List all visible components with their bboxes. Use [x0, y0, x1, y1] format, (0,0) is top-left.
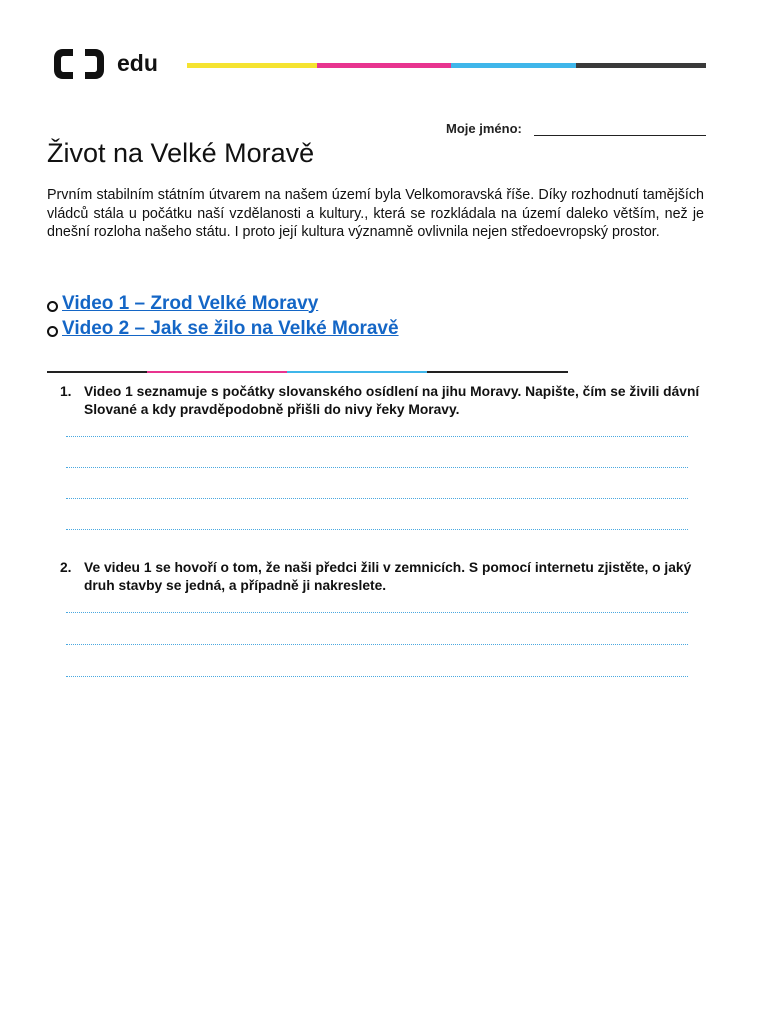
question-text: Video 1 seznamuje s počátky slovanského osídlení na jihu Moravy. Napište, čím se živili dávní Slované a kdy pravděpodobně přišli do nivy řeky Moravy. — [84, 384, 700, 417]
color-segment-cyan — [451, 63, 576, 68]
answer-line[interactable] — [66, 676, 688, 677]
color-segment-dark — [576, 63, 706, 68]
name-input-line[interactable] — [534, 123, 706, 136]
logo — [51, 46, 158, 82]
name-label: Moje jméno: — [446, 121, 522, 136]
color-segment-yellow — [187, 63, 317, 68]
divider-segment-dark-2 — [427, 371, 568, 373]
ct-bracket-logo-icon — [51, 46, 107, 82]
answer-line[interactable] — [66, 644, 688, 645]
section-divider — [47, 371, 568, 373]
video-link-row-2 — [47, 316, 399, 341]
bullet-icon — [47, 301, 58, 312]
header — [51, 46, 706, 86]
answer-line[interactable] — [66, 498, 688, 499]
question-1 — [60, 383, 700, 419]
question-number: 2. — [60, 560, 72, 575]
header-color-bar — [187, 63, 706, 68]
question-number: 1. — [60, 384, 72, 399]
video-link-row-1 — [47, 291, 399, 316]
answer-line[interactable] — [66, 467, 688, 468]
color-segment-magenta — [317, 63, 451, 68]
divider-segment-magenta — [147, 371, 287, 373]
intro-paragraph: Prvním stabilním státním útvarem na našem území byla Velkomoravská říše. Díky rozhodnutí tamějších vládců stála u počátku naší vzdělanosti a kultury., která se rozkládala na území daleko větším, než je dnešní rozloha našeho státu. I proto její kultura významně ovlivnila nejen středoevropský prostor. — [47, 187, 704, 240]
divider-segment-dark — [47, 371, 147, 373]
answer-line[interactable] — [66, 529, 688, 530]
divider-segment-cyan — [287, 371, 427, 373]
video-2-link[interactable]: Video 2 – Jak se žilo na Velké Moravě — [62, 317, 399, 339]
video-links — [47, 291, 399, 341]
question-text: Ve videu 1 se hovoří o tom, že naši předci žili v zemnicích. S pomocí internetu zjistěte, o jaký druh stavby se jedná, a případně ji nakreslete. — [84, 560, 692, 593]
answer-line[interactable] — [66, 612, 688, 613]
name-field — [446, 118, 706, 136]
logo-text: edu — [117, 49, 158, 76]
bullet-icon — [47, 326, 58, 337]
page-title: Život na Velké Moravě — [47, 138, 315, 168]
video-1-link[interactable]: Video 1 – Zrod Velké Moravy — [62, 292, 319, 314]
question-2 — [60, 559, 700, 595]
answer-line[interactable] — [66, 436, 688, 437]
